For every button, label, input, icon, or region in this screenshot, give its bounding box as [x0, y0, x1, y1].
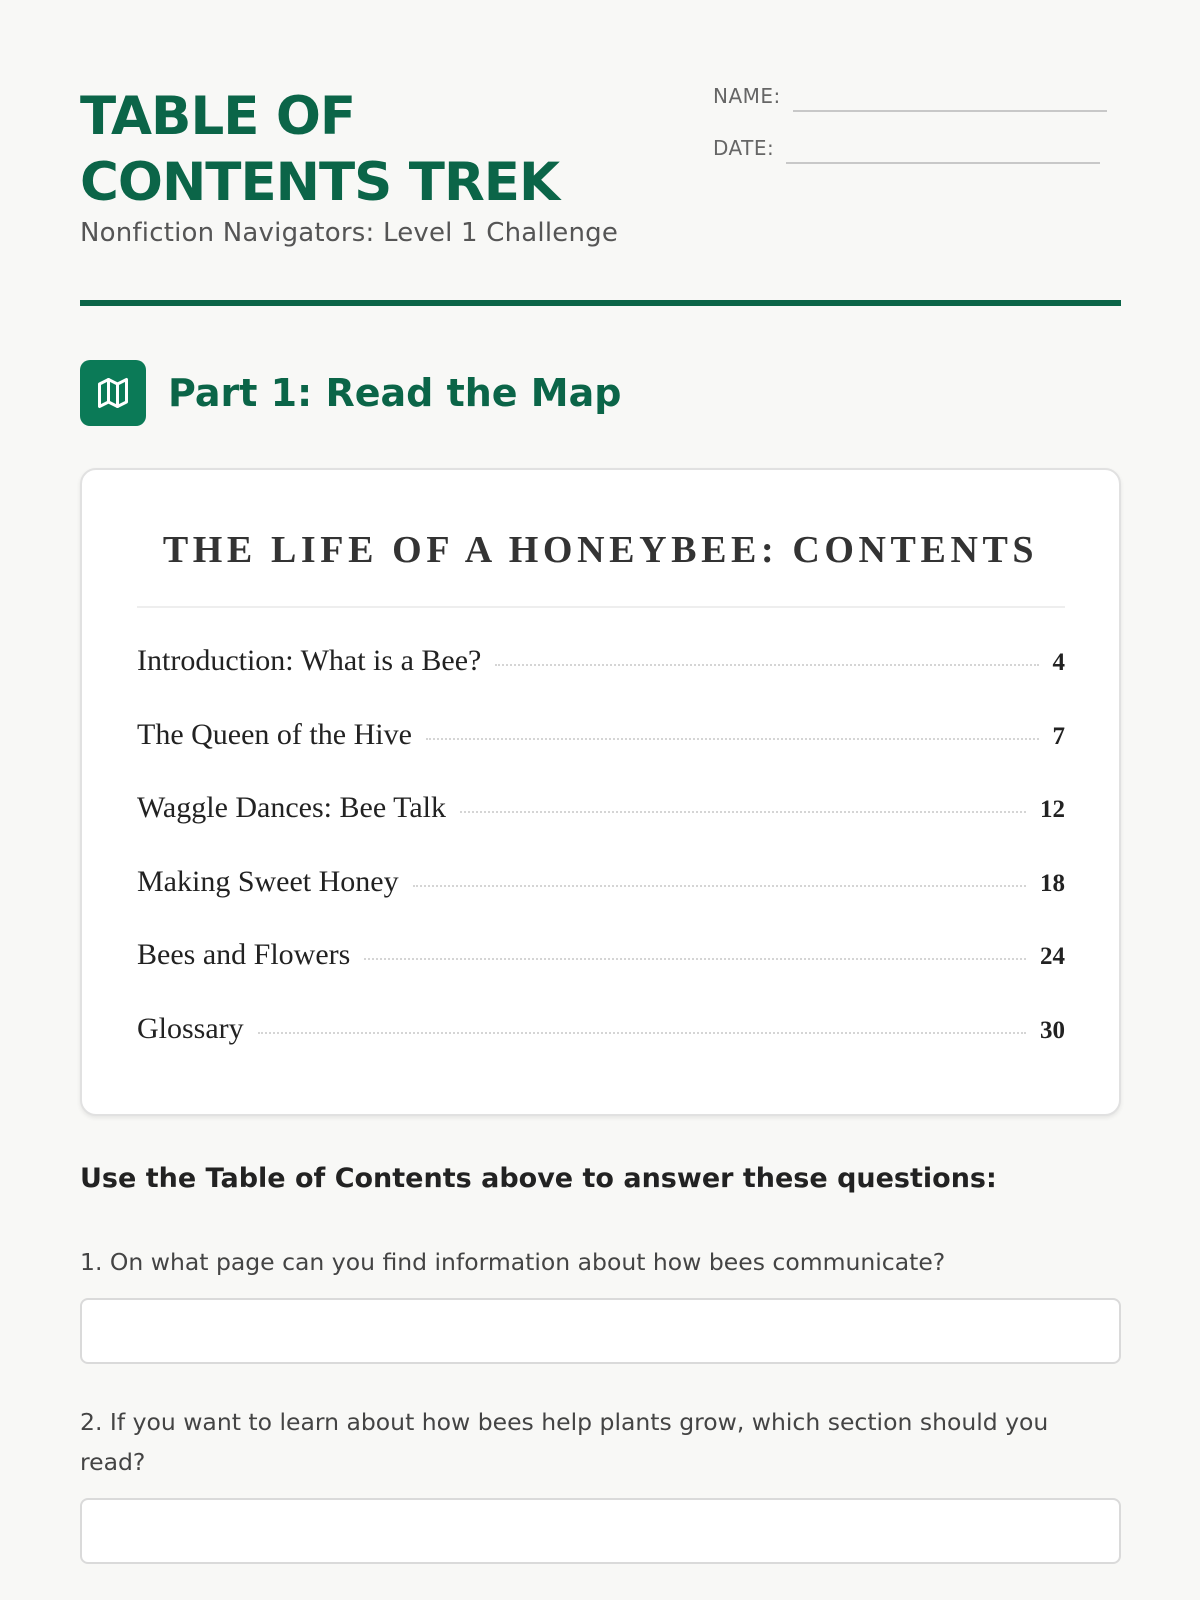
toc-entry-page: 7	[1052, 722, 1065, 750]
map-icon	[80, 360, 146, 426]
date-label: DATE:	[713, 136, 775, 160]
name-line[interactable]	[793, 110, 1107, 112]
toc-entry-page: 4	[1052, 649, 1065, 676]
toc-entry-page: 24	[1040, 943, 1065, 970]
page-subtitle: Nonfiction Navigators: Level 1 Challenge	[80, 218, 619, 248]
answer-2-input[interactable]	[80, 1498, 1121, 1564]
toc-entry-title: Making Sweet Honey	[137, 864, 399, 898]
toc-entry	[137, 865, 1065, 939]
toc-entry-title: Introduction: What is a Bee?	[137, 644, 482, 677]
questions-instructions: Use the Table of Contents above to answer these questions:	[80, 1163, 997, 1194]
toc-leader	[413, 885, 1026, 887]
question-2: 2. If you want to learn about how bees help plants grow, which section should you read?	[80, 1408, 1049, 1476]
contents-card	[80, 468, 1121, 1116]
contents-title: THE LIFE OF A HONEYBEE: CONTENTS	[162, 529, 1039, 571]
worksheet-page	[80, 0, 1121, 1476]
toc-leader	[460, 811, 1026, 813]
name-label: NAME:	[713, 84, 781, 108]
section-title: Part 1: Read the Map	[168, 371, 622, 415]
toc-entry-title: Bees and Flowers	[137, 938, 351, 971]
toc-list	[137, 644, 1065, 1085]
toc-entry	[137, 791, 1065, 865]
toc-entry-page: 12	[1040, 796, 1065, 823]
date-line[interactable]	[786, 162, 1100, 164]
toc-entry-page: 18	[1040, 869, 1065, 897]
toc-leader	[426, 738, 1039, 740]
contents-divider	[137, 606, 1065, 608]
answer-1-input[interactable]	[80, 1298, 1121, 1364]
toc-leader	[495, 664, 1038, 666]
toc-entry	[137, 1012, 1065, 1086]
worksheet-header	[80, 0, 1121, 306]
toc-entry-title: Waggle Dances: Bee Talk	[137, 791, 446, 824]
header-divider	[80, 300, 1121, 306]
page-title: TABLE OF CONTENTS TREK	[80, 86, 560, 213]
toc-entry-title: The Queen of the Hive	[137, 717, 412, 751]
date-field	[713, 136, 1100, 160]
toc-entry	[137, 644, 1065, 718]
toc-leader	[364, 958, 1026, 960]
toc-entry	[137, 718, 1065, 792]
name-field	[713, 84, 1107, 108]
toc-leader	[258, 1032, 1026, 1034]
question-1: 1. On what page can you find information about how bees communicate?	[80, 1248, 946, 1276]
toc-entry	[137, 938, 1065, 1012]
toc-entry-page: 30	[1040, 1016, 1065, 1044]
section-heading	[80, 360, 621, 426]
toc-entry-title: Glossary	[137, 1011, 244, 1045]
